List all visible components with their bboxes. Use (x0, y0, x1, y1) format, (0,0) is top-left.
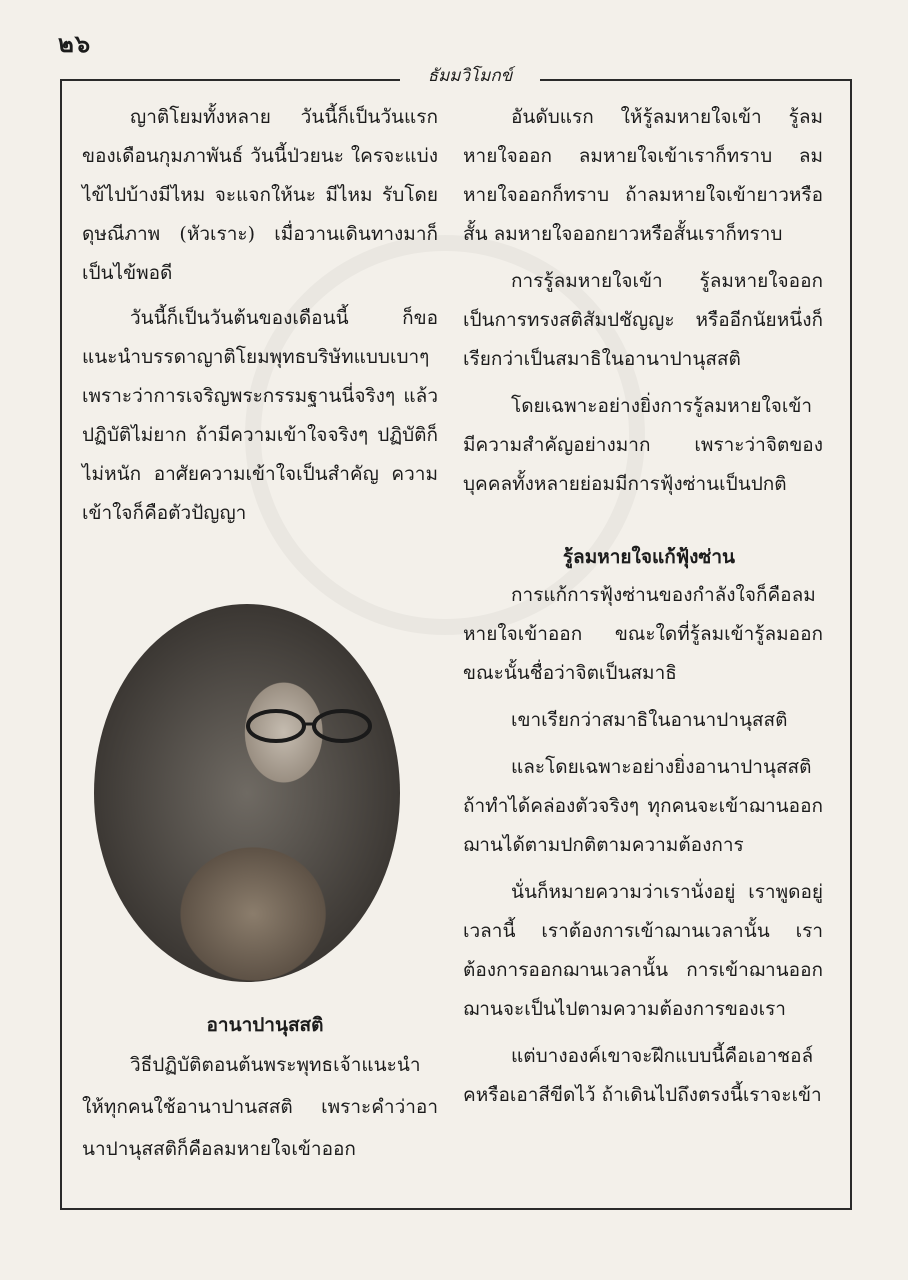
page-number: ๒๖ (58, 29, 92, 58)
paragraph: วิธีปฏิบัติตอนต้นพระพุทธเจ้าแนะนำให้ทุกคนใช้อานาปานสสติ เพราะคำว่าอานาปานุสสติก็คือลมหายใจเข้าออก (82, 1054, 438, 1160)
monk-portrait-photo (94, 604, 400, 982)
paragraph: และโดยเฉพาะอย่างยิ่งอานาปานุสสติถ้าทำได้คล่องตัวจริงๆ ทุกคนจะเข้าฌานออกฌานได้ตามปกติตามความต้องการ (463, 756, 823, 856)
paragraph: แต่บางองค์เขาจะฝึกแบบนี้คือเอาชอล์คหรือเอาสีขีดไว้ ถ้าเดินไปถึงตรงนี้เราจะเข้า (463, 1045, 822, 1106)
paragraph: อันดับแรก ให้รู้ลมหายใจเข้า รู้ลมหายใจออก ลมหายใจเข้าเราก็ทราบ ลมหายใจออกก็ทราบ ถ้าลมหายใจเข้ายาวหรือสั้น ลมหายใจออกยาวหรือสั้นเราก็ทราบ (463, 106, 823, 245)
right-column (463, 98, 823, 1123)
section-heading: รู้ลมหายใจแก้ฟุ้งซ่าน (562, 546, 735, 568)
glasses-icon (244, 706, 374, 746)
left-column-bottom (82, 1044, 438, 1170)
paragraph: เขาเรียกว่าสมาธิในอานาปานุสสติ (511, 709, 788, 731)
photo-caption: อานาปานุสสติ (206, 1014, 324, 1036)
left-column (82, 98, 438, 541)
paragraph: นั่นก็หมายความว่าเรานั่งอยู่ เราพูดอยู่เวลานี้ เราต้องการเข้าฌานเวลานั้น เราต้องการออกฌานเวลานั้น การเข้าฌานออกฌานจะเป็นไปตามความต้องการของเรา (463, 881, 823, 1020)
running-header: ธัมมวิโมกข์ (427, 66, 513, 86)
paragraph: การแก้การฟุ้งซ่านของกำลังใจก็คือลมหายใจเข้าออก ขณะใดที่รู้ลมเข้ารู้ลมออก ขณะนั้นชื่อว่าจิตเป็นสมาธิ (463, 584, 823, 684)
paragraph: วันนี้ก็เป็นวันต้นของเดือนนี้ ก็ขอแนะนำบรรดาญาติโยมพุทธบริษัทแบบเบาๆ เพราะว่าการเจริญพระกรรมฐานนี่จริงๆ แล้วปฏิบัติไม่ยาก ถ้ามีความเข้าใจจริงๆ ปฏิบัติก็ไม่หนัก อาศัยความเข้าใจเป็นสำคัญ ความเข้าใจก็คือตัวปัญญา (82, 307, 438, 524)
paragraph: โดยเฉพาะอย่างยิ่งการรู้ลมหายใจเข้ามีความสำคัญอย่างมาก เพราะว่าจิตของบุคคลทั้งหลายย่อมมีการฟุ้งซ่านเป็นปกติ (463, 395, 823, 495)
paragraph: การรู้ลมหายใจเข้า รู้ลมหายใจออกเป็นการทรงสติสัมปชัญญะ หรืออีกนัยหนึ่งก็เรียกว่าเป็นสมาธิในอานาปานุสสติ (463, 270, 823, 370)
paragraph: ญาติโยมทั้งหลาย วันนี้ก็เป็นวันแรกของเดือนกุมภาพันธ์ วันนี้ป่วยนะ ใครจะแบ่งไข้ไปบ้างมีไหม จะแจกให้นะ มีไหม รับโดยดุษณีภาพ (หัวเราะ) เมื่อวานเดินทางมาก็เป็นไข้พอดี (82, 106, 438, 284)
